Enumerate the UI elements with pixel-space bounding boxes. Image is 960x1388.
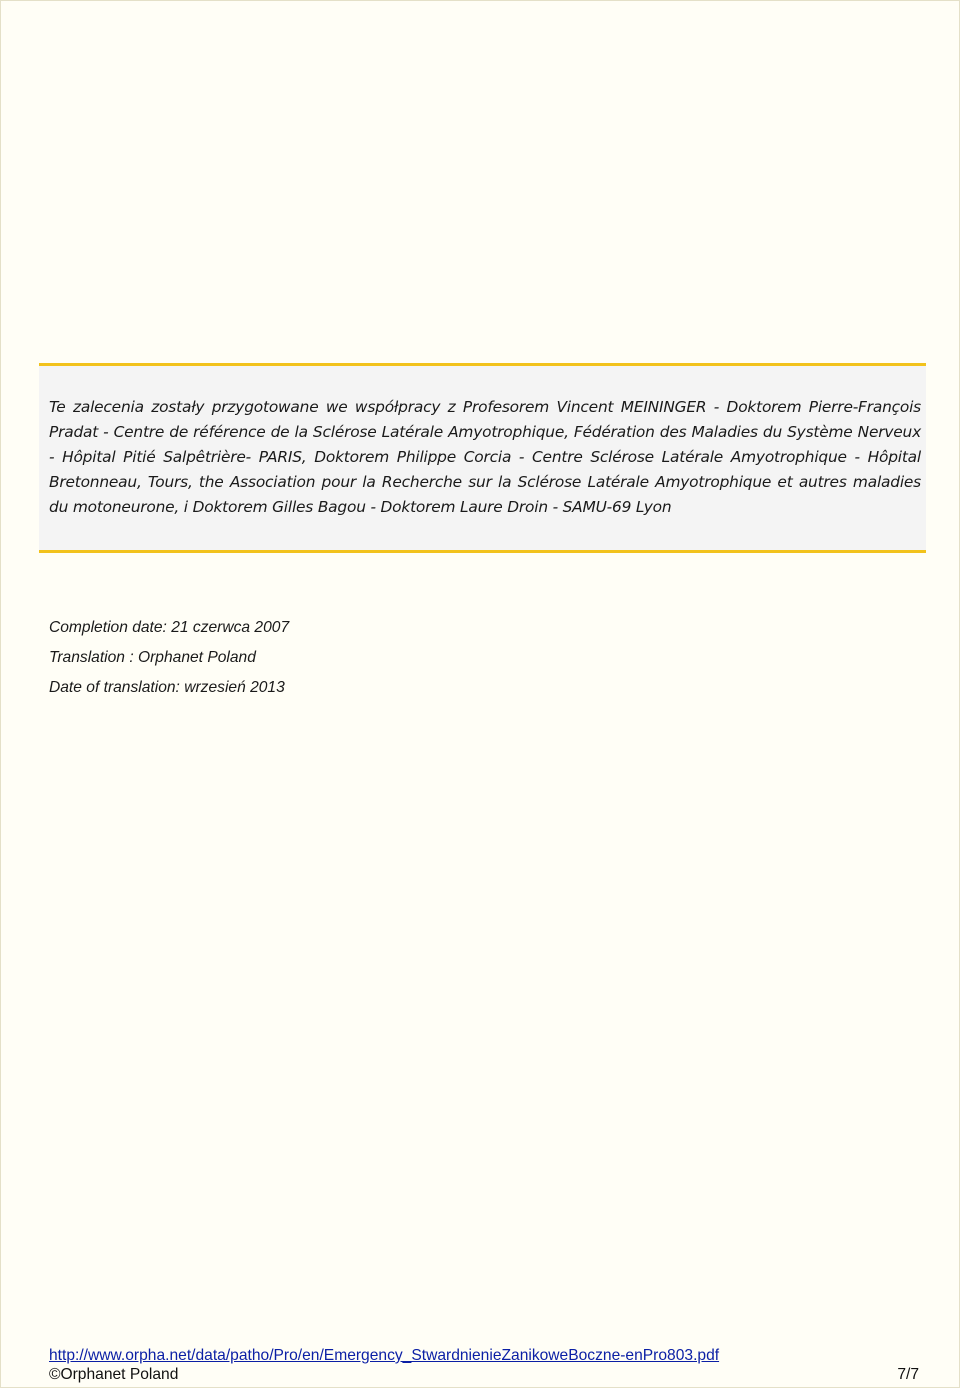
source-url-link[interactable]: http://www.orpha.net/data/patho/Pro/en/Emergency_StwardnienieZanikoweBoczne-enPro803.pdf	[49, 1347, 720, 1364]
translation-date: Date of translation: wrzesień 2013	[49, 679, 285, 696]
copyright-notice: ©Orphanet Poland	[49, 1366, 179, 1383]
translation-credit: Translation : Orphanet Poland	[49, 649, 256, 666]
completion-date: Completion date: 21 czerwca 2007	[49, 619, 290, 636]
page-number: 7/7	[897, 1366, 919, 1383]
acknowledgement-text: Te zalecenia zostały przygotowane we współpracy z Profesorem Vincent MEININGER - Doktorem Pierre-François Pradat - Centre de référence de la Sclérose Latérale Amyotrophique, Fédération des Maladies du Système Nerveux - Hôpital Pitié Salpêtrière- PARIS, Doktorem Philippe Corcia - Centre Sclérose Latérale Amyotrophique - Hôpital Bretonneau, Tours, the Association pour la Recherche sur la Sclérose Latérale Amyotrophique et autres maladies du motoneurone, i Doktorem Gilles Bagou - Doktorem Laure Droin - SAMU-69 Lyon	[49, 398, 921, 516]
document-metadata	[49, 617, 289, 707]
acknowledgement-box	[39, 363, 926, 553]
